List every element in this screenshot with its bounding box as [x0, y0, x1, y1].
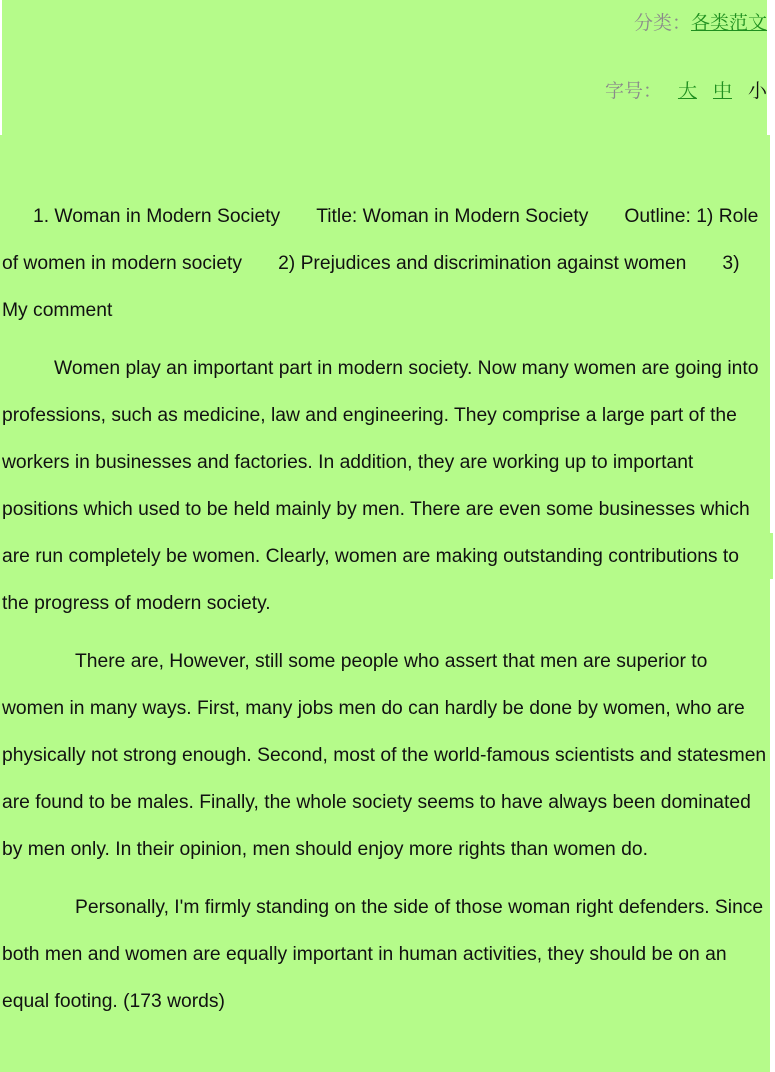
article-title: Title: Woman in Modern Society [316, 206, 589, 227]
article-outline-paragraph [2, 193, 768, 334]
font-size-medium-link[interactable]: 中 [712, 80, 732, 102]
font-size-large-link[interactable]: 大 [677, 80, 697, 102]
category-row [634, 11, 767, 35]
font-size-row [605, 79, 767, 103]
paragraph-3: Personally, I'm firmly standing on the side of those woman right defenders. Since both men and women are equally important in human activities, they should be on an equal footing. (173 words) [2, 897, 764, 1012]
outline-item-1: 1) Role of women in modern society [2, 206, 759, 274]
outline-label: Outline: [624, 206, 691, 227]
article-heading: 1. Woman in Modern Society [33, 206, 281, 227]
outline-item-3: 3) My comment [2, 253, 740, 321]
category-label: 分类： [633, 12, 691, 34]
category-link[interactable]: 各类范文 [690, 12, 767, 34]
paragraph-2: There are, However, still some people who assert that men are superior to women in many ways. First, many jobs men do can hardly be done by women, who are physically not strong enough. Second, most of the world-famous scientists and statesmen are found to be males. Finally, the whole society seems to have always been dominated by men only. In their opinion, men should enjoy more rights than women do. [2, 651, 767, 860]
font-size-small-current: 小 [747, 80, 767, 102]
paragraph-1: Women play an important part in modern society. Now many women are going into professions, such as medicine, law and engineering. They comprise a large part of the workers in businesses and factories. In addition, they are working up to important positions which used to be held mainly by men. There are even some businesses which are run completely be women. Clearly, women are making outstanding contributions to the progress of modern society. [2, 358, 759, 614]
article-body [2, 193, 768, 1036]
font-size-label: 字号： [604, 80, 662, 102]
outline-item-2: 2) Prejudices and discrimination against women [278, 253, 687, 274]
